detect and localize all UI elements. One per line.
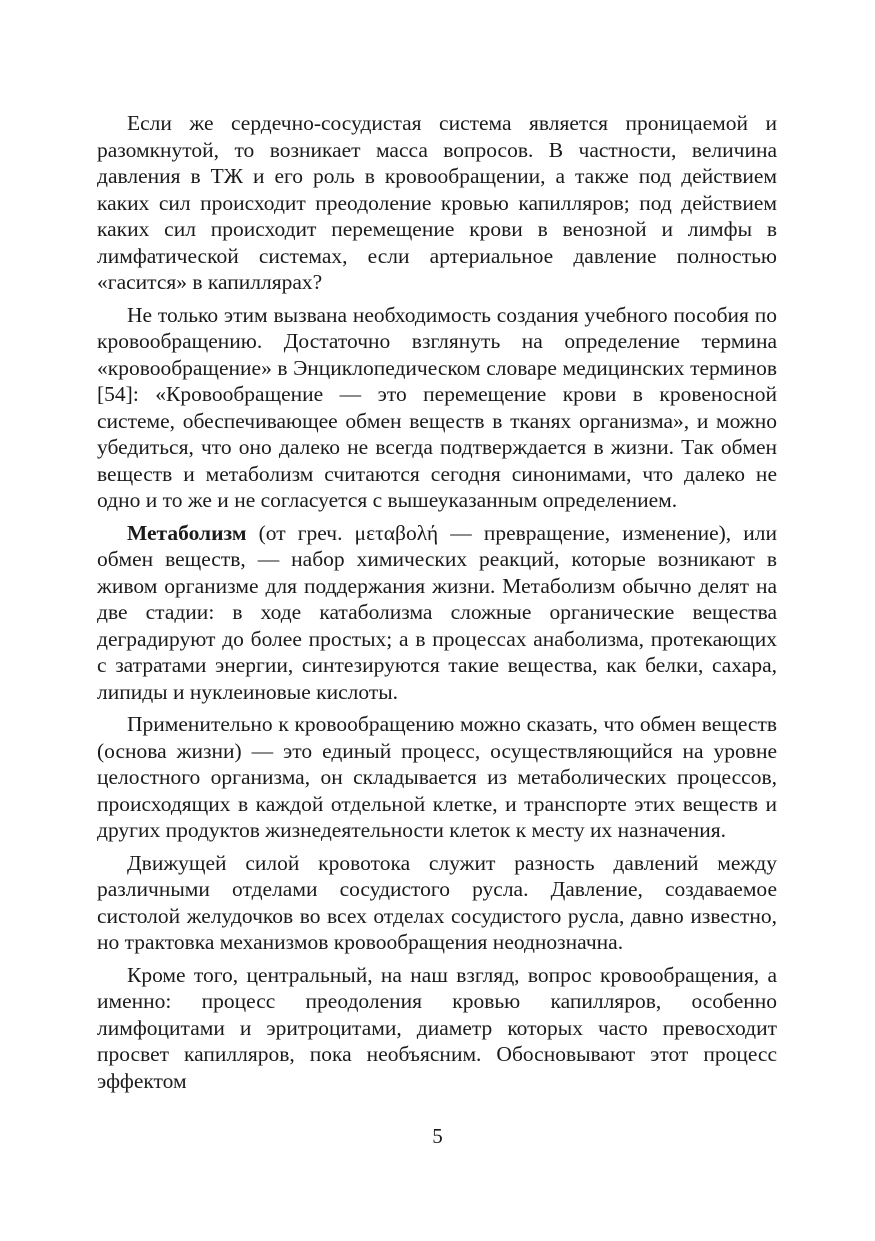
page-body <box>97 110 777 1100</box>
paragraph-1-text: Если же сердечно-сосудистая система является проницаемой и разомкнутой, то возникает масса вопросов. В частности, величина давления в ТЖ и его роль в кровообращении, а также под действием каких сил происходит преодоление кровью капилляров; под действием каких сил происходит перемещение крови в венозной и лимфы в лимфатической системах, если артериальное давление полностью «гасится» в капиллярах? <box>97 111 777 294</box>
paragraph-3 <box>97 520 777 706</box>
page-number: 5 <box>432 1124 443 1148</box>
paragraph-4-text: Применительно к кровообращению можно сказать, что обмен веществ (основа жизни) — это единый процесс, осуществляющийся на уровне целостного организма, он складывается из метаболических процессов, происходящих в каждой отдельной клетке, и транспорте этих веществ и других продуктов жизнедеятельности клеток к месту их назначения. <box>97 712 777 842</box>
paragraph-1 <box>97 110 777 296</box>
paragraph-5 <box>97 850 777 956</box>
paragraph-6-text: Кроме того, центральный, на наш взгляд, вопрос кровообращения, а именно: процесс преодоления кровью капилляров, особенно лимфоцитами и эритроцитами, диаметр которых часто превосходит просвет капилляров, пока необъясним. Обосновывают этот процесс эффектом <box>97 962 777 1093</box>
paragraph-2 <box>97 302 777 514</box>
term-metabolism: Метаболизм <box>127 520 247 545</box>
paragraph-4 <box>97 711 777 844</box>
paragraph-3-text: (от греч. μεταβολή — превращение, изменение), или обмен веществ, — набор химических реакций, которые возникают в живом организме для поддержания жизни. Метаболизм обычно делят на две стадии: в ходе катаболизма сложные органические вещества деградируют до более простых; а в процессах анаболизма, протекающих с затратами энергии, синтезируются такие вещества, как белки, сахара, липиды и нуклеиновые кислоты. <box>97 520 777 704</box>
paragraph-6 <box>97 962 777 1095</box>
paragraph-2-text: Не только этим вызвана необходимость создания учебного пособия по кровообращению. Достаточно взглянуть на определение термина «кровообращение» в Энциклопедическом словаре медицинских терминов [54]: «Кровообращение — это перемещение крови в кровеносной системе, обеспечивающее обмен веществ в тканях организма», и можно убедиться, что оно далеко не всегда подтверждается в жизни. Так обмен веществ и метаболизм считаются сегодня синонимами, что далеко не одно и то же и не согласуется с вышеуказанным определением. <box>97 302 777 512</box>
paragraph-5-text: Движущей силой кровотока служит разность давлений между различными отделами сосудистого русла. Давление, создаваемое систолой желудочков во всех отделах сосудистого русла, давно известно, но трактовка механизмов кровообращения неоднозначна. <box>97 850 777 954</box>
